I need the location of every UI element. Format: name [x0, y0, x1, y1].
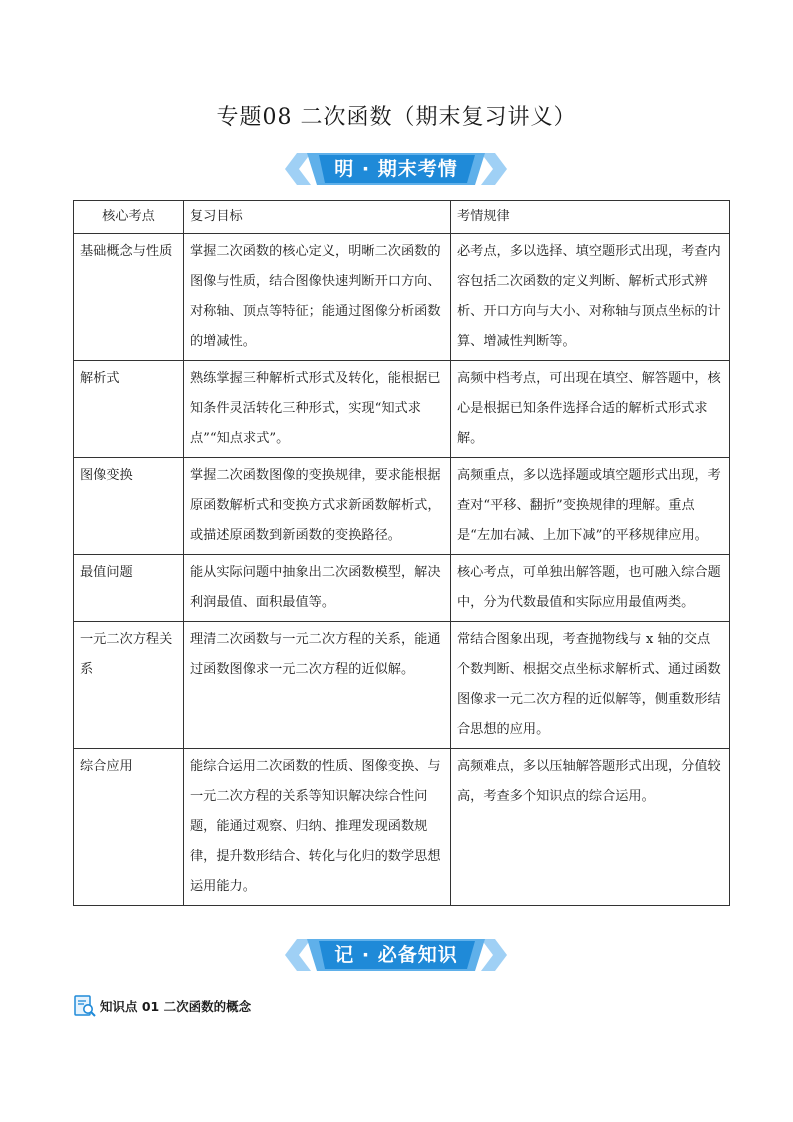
row-topic: 基础概念与性质 [74, 234, 184, 361]
row-pattern: 必考点，多以选择、填空题形式出现，考查内容包括二次函数的定义判断、解析式形式辨析、开口方向与大小、对称轴与顶点坐标的计算、增减性判断等。 [451, 234, 730, 361]
row-goal: 掌握二次函数的核心定义，明晰二次函数的图像与性质，结合图像快速判断开口方向、对称轴、顶点等特征；能通过图像分析函数的增减性。 [184, 234, 451, 361]
header-topic: 核心考点 [74, 201, 184, 234]
section-banner-knowledge [285, 935, 507, 975]
row-pattern: 高频重点，多以选择题或填空题形式出现，考查对“平移、翻折”变换规律的理解。重点是“左加右减、上加下减”的平移规律应用。 [451, 458, 730, 555]
row-goal: 掌握二次函数图像的变换规律，要求能根据原函数解析式和变换方式求新函数解析式，或描述原函数到新函数的变换路径。 [184, 458, 451, 555]
header-goal: 复习目标 [184, 201, 451, 234]
knowledge-point-label: 知识点 01 二次函数的概念 [100, 999, 252, 1014]
review-table [73, 200, 730, 906]
table-row [74, 458, 730, 555]
banner-label: 记 · 必备知识 [334, 944, 458, 966]
header-pattern: 考情规律 [451, 201, 730, 234]
table-row [74, 555, 730, 622]
row-topic: 综合应用 [74, 749, 184, 906]
row-topic: 最值问题 [74, 555, 184, 622]
row-goal: 理清二次函数与一元二次方程的关系，能通过函数图像求一元二次方程的近似解。 [184, 622, 451, 749]
table-header-row [74, 201, 730, 234]
table-row [74, 234, 730, 361]
row-goal: 熟练掌握三种解析式形式及转化，能根据已知条件灵活转化三种形式，实现“知式求点”“知点求式”。 [184, 361, 451, 458]
row-topic: 一元二次方程关系 [74, 622, 184, 749]
row-topic: 图像变换 [74, 458, 184, 555]
table-row [74, 361, 730, 458]
banner-label: 明 · 期末考情 [334, 158, 458, 180]
document-search-icon [73, 994, 97, 1018]
row-topic: 解析式 [74, 361, 184, 458]
table-row [74, 622, 730, 749]
section-banner-exam [285, 149, 507, 189]
row-goal: 能从实际问题中抽象出二次函数模型，解决利润最值、面积最值等。 [184, 555, 451, 622]
page-title: 专题08 二次函数（期末复习讲义） [216, 105, 577, 130]
knowledge-point-heading [73, 993, 251, 1019]
table-row [74, 749, 730, 906]
row-pattern: 高频难点，多以压轴解答题形式出现，分值较高，考查多个知识点的综合运用。 [451, 749, 730, 906]
row-pattern: 高频中档考点，可出现在填空、解答题中，核心是根据已知条件选择合适的解析式形式求解。 [451, 361, 730, 458]
row-goal: 能综合运用二次函数的性质、图像变换、与一元二次方程的关系等知识解决综合性问题，能通过观察、归纳、推理发现函数规律，提升数形结合、转化与化归的数学思想运用能力。 [184, 749, 451, 906]
row-pattern: 核心考点，可单独出解答题，也可融入综合题中，分为代数最值和实际应用最值两类。 [451, 555, 730, 622]
row-pattern: 常结合图象出现，考查抛物线与 x 轴的交点个数判断、根据交点坐标求解析式、通过函数图像求一元二次方程的近似解等，侧重数形结合思想的应用。 [451, 622, 730, 749]
